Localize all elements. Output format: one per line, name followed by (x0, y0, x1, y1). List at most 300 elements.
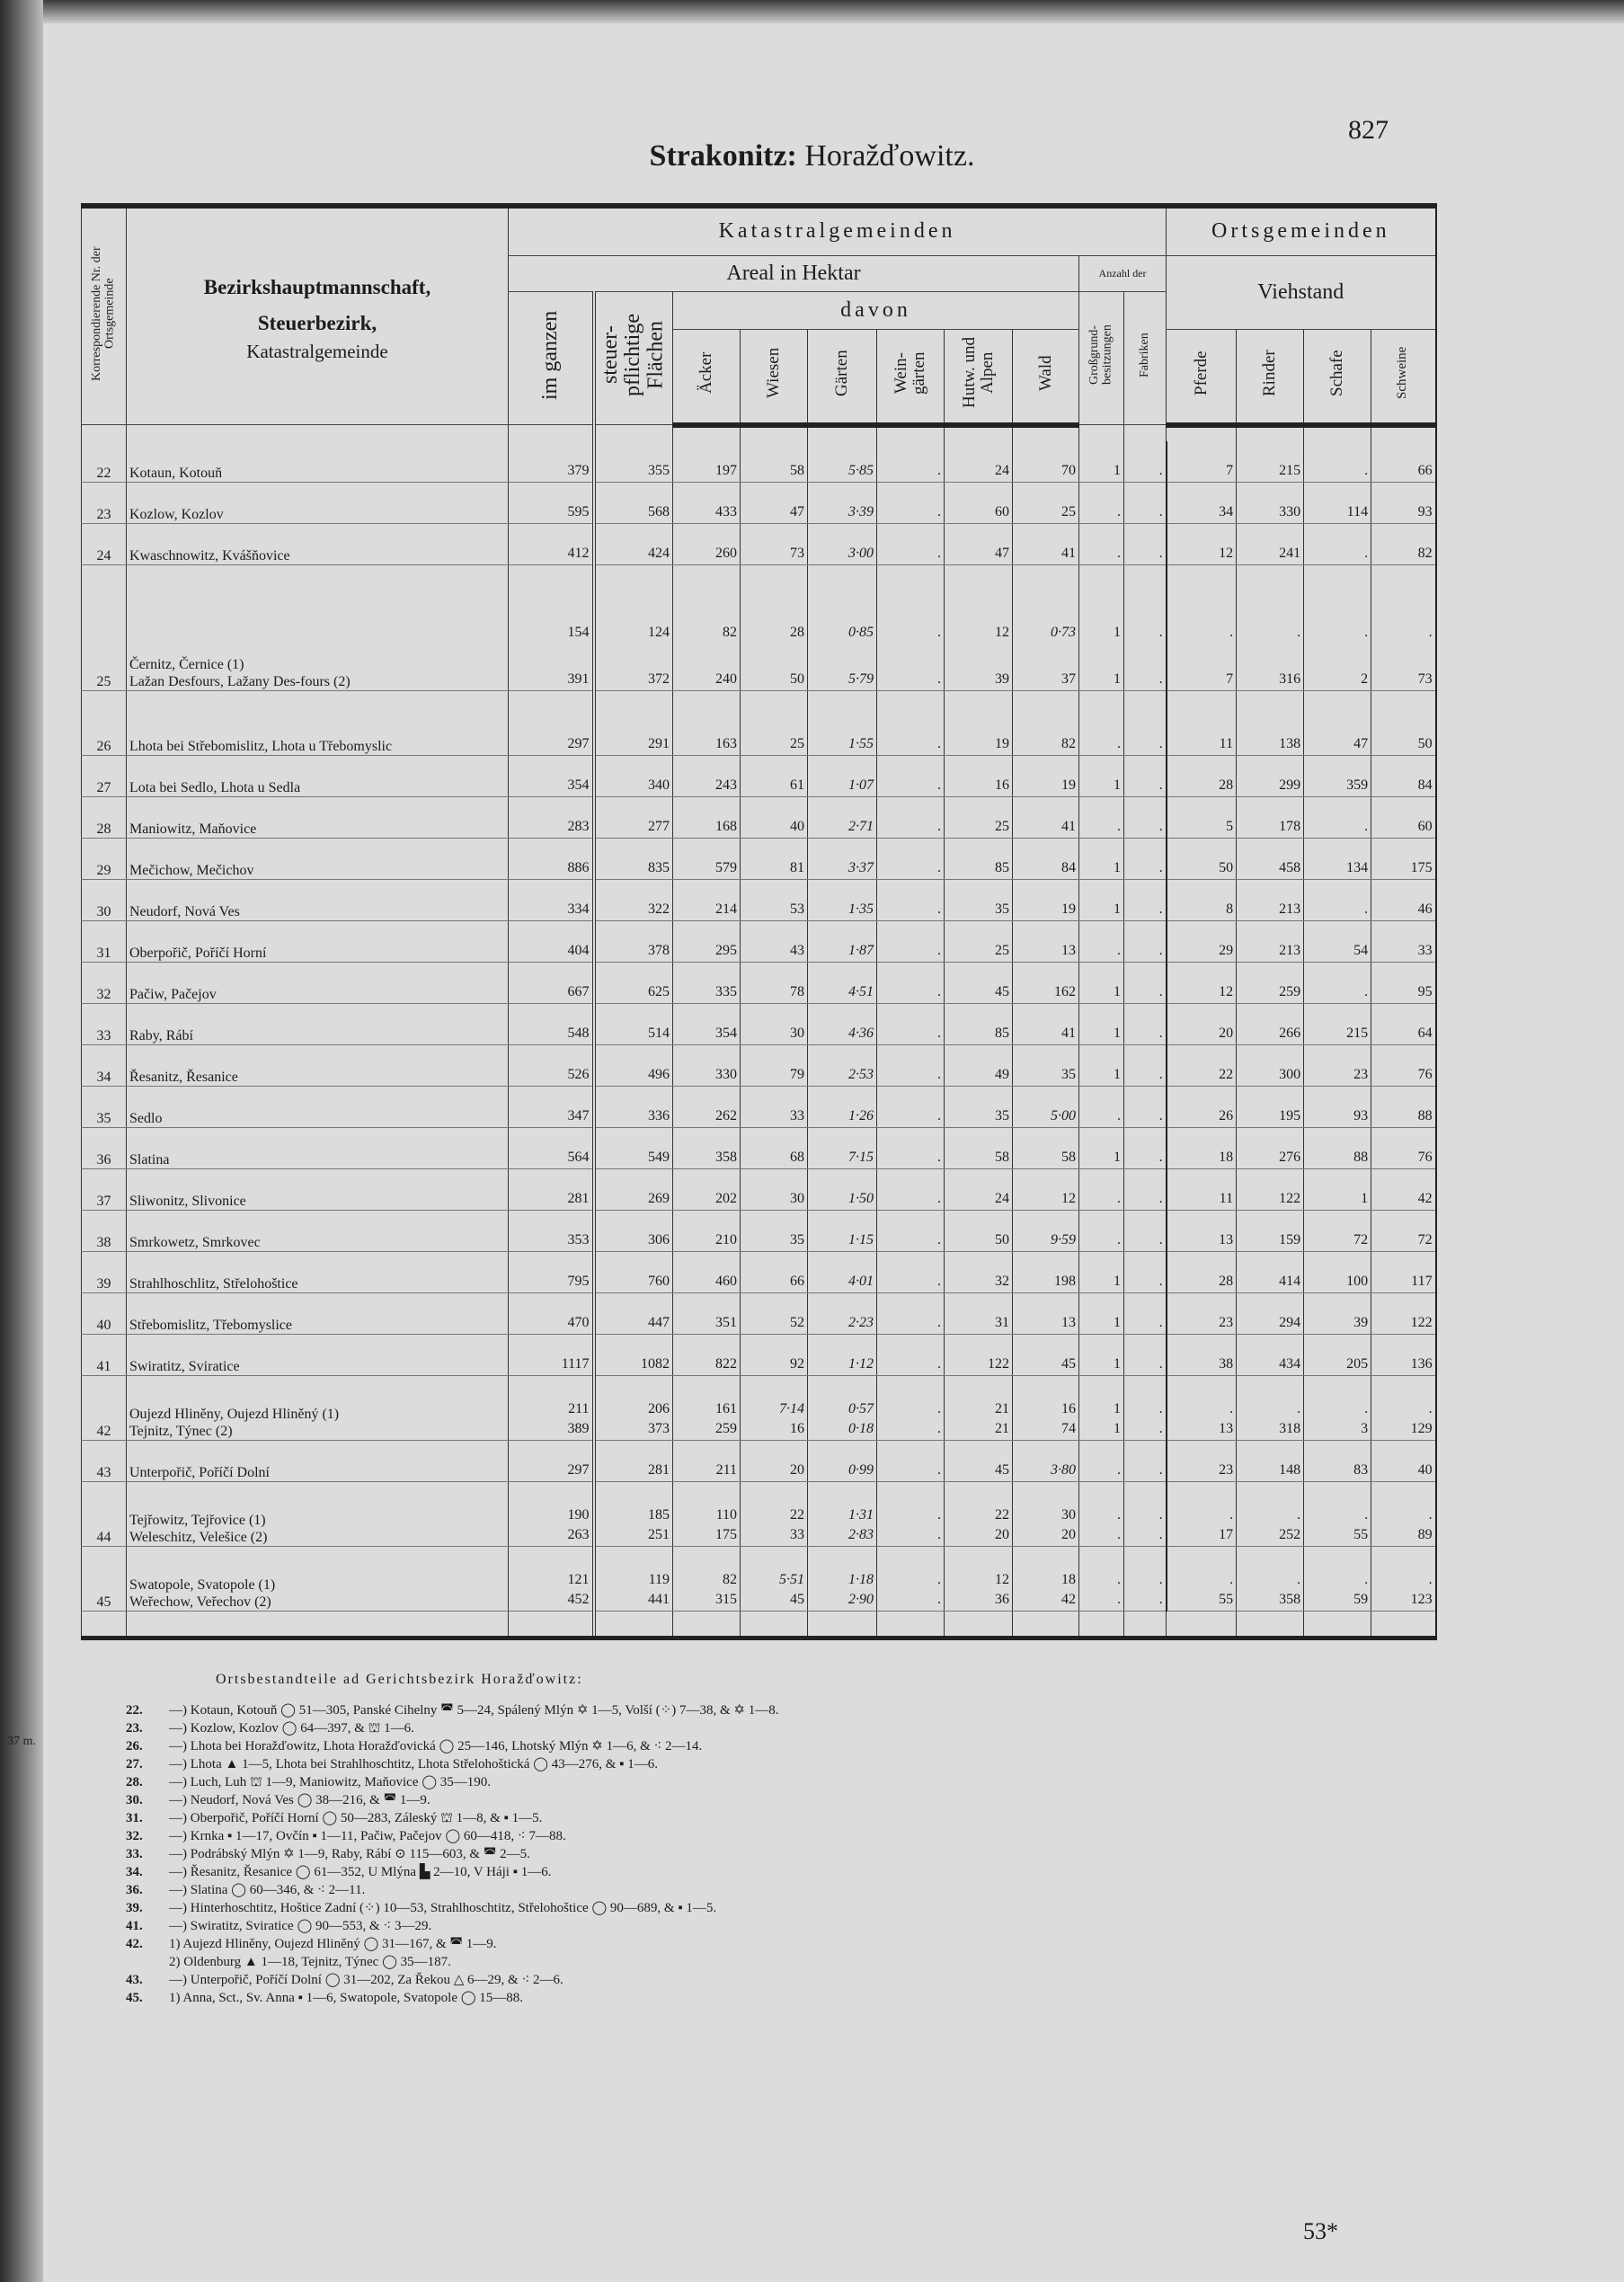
value: 19 (995, 735, 1009, 751)
value: 168 (715, 818, 737, 834)
value: . (937, 670, 941, 687)
value-cell (877, 1169, 945, 1211)
value: 82 (723, 1571, 737, 1587)
value: . (937, 1025, 941, 1041)
value-cell (1013, 1293, 1079, 1335)
value: . (937, 545, 941, 561)
value-cell (1167, 1547, 1237, 1612)
katastralgemeinde-name (127, 1169, 509, 1211)
name-line: Tejřowitz, Tejřovice (1) (129, 1513, 266, 1529)
value: 3·00 (848, 545, 874, 561)
value-cell (877, 1293, 945, 1335)
value: . (1158, 1591, 1163, 1607)
value: 11 (1219, 1190, 1234, 1206)
value-cell (594, 797, 673, 839)
value: . (1297, 1506, 1301, 1523)
value: . (1158, 1314, 1163, 1330)
value: 34 (1219, 503, 1234, 519)
value-cell (1167, 483, 1237, 524)
value: 0·73 (1051, 624, 1076, 640)
value-cell (808, 1045, 877, 1087)
value: 53 (790, 901, 804, 917)
value-cell (1304, 524, 1371, 565)
katastralgemeinde-name (127, 756, 509, 797)
value-cell (1079, 756, 1124, 797)
value-cell (594, 756, 673, 797)
footnote (126, 1827, 1435, 1845)
value: 276 (1279, 1149, 1301, 1165)
value: 30 (790, 1190, 804, 1206)
value-cell (1237, 797, 1304, 839)
value-cell (509, 1335, 594, 1376)
value-cell (1304, 1547, 1371, 1612)
katastralgemeinde-name (127, 441, 509, 483)
value: 13 (1061, 942, 1076, 958)
value: 251 (648, 1526, 670, 1542)
value: 185 (648, 1506, 670, 1523)
value: 283 (567, 818, 590, 834)
value-cell (1304, 963, 1371, 1004)
table-row (82, 441, 1436, 483)
footnote (126, 1935, 1435, 1953)
value-cell (1079, 483, 1124, 524)
value-cell (877, 565, 945, 691)
value-cell (877, 1335, 945, 1376)
value: 404 (567, 942, 590, 958)
value-cell (1079, 1045, 1124, 1087)
name-line: Tejnitz, Týnec (2) (129, 1423, 233, 1439)
value-cell (1304, 441, 1371, 483)
value: 18 (1219, 1149, 1234, 1165)
name-line: Unterpořič, Poříčí Dolní (129, 1464, 270, 1480)
value: 60 (1417, 818, 1433, 834)
value: 213 (1279, 901, 1301, 917)
value: 205 (1346, 1355, 1369, 1372)
value: 7·15 (848, 1149, 874, 1165)
value: 13 (1061, 1314, 1076, 1330)
value: 89 (1417, 1526, 1433, 1542)
katastralgemeinde-name (127, 1087, 509, 1128)
value-cell (1167, 1293, 1237, 1335)
value-cell (741, 963, 808, 1004)
value: 2·23 (848, 1314, 874, 1330)
name-line: Strahlhoschlitz, Střelohoštice (129, 1275, 298, 1292)
value: 35 (790, 1231, 804, 1248)
value-cell (673, 1045, 741, 1087)
value-cell (1079, 691, 1124, 756)
value-cell (1124, 839, 1167, 880)
table-row (82, 963, 1436, 1004)
value: 514 (648, 1025, 670, 1041)
value: . (937, 624, 941, 640)
footnote (126, 1701, 1435, 1719)
value: 281 (648, 1461, 670, 1478)
value: 25 (790, 735, 804, 751)
footnote-number: 27. (126, 1757, 143, 1771)
value-cell (945, 1376, 1013, 1441)
value: 358 (715, 1149, 737, 1165)
table-row (82, 1087, 1436, 1128)
value: 259 (715, 1420, 737, 1436)
value: 211 (715, 1461, 737, 1478)
katastralgemeinde-name (127, 1128, 509, 1169)
value-cell (1167, 441, 1237, 483)
value-cell (673, 1482, 741, 1547)
table-row (82, 1169, 1436, 1211)
name-line: Střebomislitz, Třebomyslice (129, 1317, 293, 1333)
value-cell (673, 1376, 741, 1441)
header-steuer: steuer-pflichtige Flächen (594, 291, 673, 425)
value-cell (1124, 1087, 1167, 1128)
value-cell (509, 1293, 594, 1335)
value-cell (673, 483, 741, 524)
table-row (82, 797, 1436, 839)
name-line: Lhota bei Střebomislitz, Lhota u Třebomyslic (129, 738, 393, 754)
footnote (126, 1989, 1435, 2007)
value: 42 (1061, 1591, 1076, 1607)
value: 1·12 (848, 1355, 874, 1372)
value-cell (741, 921, 808, 963)
value-cell (673, 1128, 741, 1169)
value: 835 (648, 859, 670, 875)
table-row (82, 921, 1436, 963)
value-cell (1371, 1335, 1436, 1376)
value: 1 (1361, 1190, 1369, 1206)
row-number: 29 (82, 839, 127, 880)
value: 1·07 (848, 777, 874, 793)
value: 29 (1219, 942, 1234, 958)
name-line: Slatina (129, 1151, 170, 1168)
value-cell (877, 1128, 945, 1169)
name-line: Sedlo (129, 1110, 163, 1126)
value: 433 (715, 503, 737, 519)
value: 47 (1353, 735, 1369, 751)
value: 32 (995, 1273, 1009, 1289)
value: 252 (1279, 1526, 1301, 1542)
value: 1 (1114, 1400, 1121, 1416)
table-row (82, 483, 1436, 524)
value-cell (741, 756, 808, 797)
value: . (1229, 624, 1234, 640)
footnote-text: —) Slatina ◯ 60—346, & ⁖ 2—11. (169, 1883, 366, 1897)
value: 1·26 (848, 1107, 874, 1123)
table-row (82, 691, 1436, 756)
value: . (1364, 462, 1369, 478)
value-cell (945, 880, 1013, 921)
row-number: 22 (82, 441, 127, 483)
value: . (937, 1149, 941, 1165)
value-cell (594, 921, 673, 963)
value-cell (1304, 797, 1371, 839)
value: 19 (1061, 777, 1076, 793)
value-cell (1371, 963, 1436, 1004)
value-cell (1013, 797, 1079, 839)
value-cell (1304, 921, 1371, 963)
value: . (1158, 670, 1163, 687)
value-cell (1013, 1087, 1079, 1128)
value: 8 (1226, 901, 1234, 917)
value-cell (1371, 839, 1436, 880)
table-row (82, 1211, 1436, 1252)
value-cell (945, 691, 1013, 756)
value: 300 (1279, 1066, 1301, 1082)
value-cell (1237, 691, 1304, 756)
value: 241 (1279, 545, 1301, 561)
value-cell (673, 839, 741, 880)
footnote-text: —) Neudorf, Nová Ves ◯ 38—216, & ◚ 1—9. (169, 1793, 430, 1807)
value: 122 (1279, 1190, 1301, 1206)
value: 240 (715, 670, 737, 687)
value: 441 (648, 1591, 670, 1607)
value: 83 (1353, 1461, 1369, 1478)
value: 297 (567, 1461, 590, 1478)
value-cell (877, 921, 945, 963)
row-number: 26 (82, 691, 127, 756)
value: . (937, 735, 941, 751)
value-cell (877, 1441, 945, 1482)
value: 73 (1417, 670, 1433, 687)
value: 124 (648, 624, 670, 640)
value-cell (877, 1547, 945, 1612)
header-aecker: Äcker (673, 329, 741, 425)
value-cell (808, 565, 877, 691)
value-cell (1167, 1252, 1237, 1293)
value-cell (808, 1293, 877, 1335)
row-number: 30 (82, 880, 127, 921)
value: 1 (1114, 1355, 1121, 1372)
value: . (937, 1066, 941, 1082)
footnotes-heading: Ortsbestandteile ad Gerichtsbezirk Horažďowitz: (216, 1672, 583, 1687)
value: . (1158, 1400, 1163, 1416)
value-cell (808, 1335, 877, 1376)
footnote-text: —) Swiratitz, Sviratice ◯ 90—553, & ⁖ 3—29. (169, 1919, 432, 1933)
katastralgemeinde-name (127, 565, 509, 691)
value-cell (808, 1252, 877, 1293)
value-cell (1167, 1087, 1237, 1128)
header-weingaerten: Wein-gärten (877, 329, 945, 425)
footnote-text: —) Řesanitz, Řesanice ◯ 61—352, U Mlýna ▙ 2—10, V Háji ▪ 1—6. (169, 1865, 552, 1879)
header-areal: Areal in Hektar (509, 255, 1079, 291)
footnote-text: —) Unterpořič, Poříčí Dolní ◯ 31—202, Za Řekou △ 6—29, & ⁖ 2—6. (169, 1973, 564, 1987)
value: . (1158, 1231, 1163, 1248)
value-cell (945, 839, 1013, 880)
value: 122 (1410, 1314, 1433, 1330)
value-cell (741, 691, 808, 756)
value-cell (1124, 1128, 1167, 1169)
footnote-number: 41. (126, 1919, 143, 1933)
value-cell (1079, 1482, 1124, 1547)
value: 24 (995, 1190, 1009, 1206)
value: 330 (1279, 503, 1301, 519)
table-row (82, 1547, 1436, 1612)
value: 61 (790, 777, 804, 793)
value-cell (1167, 1335, 1237, 1376)
value-cell (808, 1128, 877, 1169)
value: . (1229, 1506, 1234, 1523)
value: 414 (1279, 1273, 1301, 1289)
row-number: 45 (82, 1547, 127, 1612)
value: 353 (567, 1231, 590, 1248)
value-cell (877, 797, 945, 839)
value-cell (1167, 1004, 1237, 1045)
value-cell (673, 880, 741, 921)
value: 55 (1219, 1591, 1234, 1607)
value: . (937, 1571, 941, 1587)
value: . (1158, 1420, 1163, 1436)
value: 16 (1061, 1400, 1076, 1416)
footnote (126, 1845, 1435, 1863)
value-cell (594, 1376, 673, 1441)
value-cell (673, 963, 741, 1004)
row-number: 25 (82, 565, 127, 691)
row-number: 34 (82, 1045, 127, 1087)
value-cell (1013, 1128, 1079, 1169)
value: 36 (995, 1591, 1009, 1607)
value: . (1158, 462, 1163, 478)
footnote-number: 26. (126, 1739, 143, 1754)
value: 175 (715, 1526, 737, 1542)
value: 88 (1353, 1149, 1369, 1165)
value-cell (1124, 483, 1167, 524)
value: 12 (1219, 545, 1234, 561)
header-anzahl: Anzahl der (1079, 255, 1167, 291)
value-cell (1013, 524, 1079, 565)
value: 43 (790, 942, 804, 958)
value-cell (945, 1252, 1013, 1293)
value: 886 (567, 859, 590, 875)
value: 66 (790, 1273, 804, 1289)
value-cell (509, 1252, 594, 1293)
value: 0·18 (848, 1420, 874, 1436)
value-cell (1013, 1376, 1079, 1441)
value: 1·18 (848, 1571, 874, 1587)
value-cell (808, 483, 877, 524)
footnote (126, 1863, 1435, 1881)
value-cell (1079, 1293, 1124, 1335)
header-davon: davon (673, 291, 1079, 329)
name-line: Raby, Rábí (129, 1027, 193, 1043)
value: 117 (1411, 1273, 1433, 1289)
value-cell (1124, 756, 1167, 797)
value: . (1158, 735, 1163, 751)
katastralgemeinde-name (127, 921, 509, 963)
footnote-number: 43. (126, 1973, 143, 1987)
value: 159 (1279, 1231, 1301, 1248)
value-cell (1371, 1293, 1436, 1335)
value: 447 (648, 1314, 670, 1330)
value-cell (594, 1045, 673, 1087)
value: 12 (1219, 983, 1234, 999)
value-cell (1304, 1045, 1371, 1087)
value-cell (673, 756, 741, 797)
value-cell (741, 839, 808, 880)
row-number: 31 (82, 921, 127, 963)
value-cell (741, 1169, 808, 1211)
value: 9·59 (1051, 1231, 1076, 1248)
footnote (126, 1719, 1435, 1737)
value: 60 (995, 503, 1009, 519)
value-cell (741, 1547, 808, 1612)
value: . (1229, 1400, 1234, 1416)
value: . (1117, 1526, 1121, 1542)
value-cell (1124, 1045, 1167, 1087)
katastralgemeinde-name (127, 1252, 509, 1293)
value: . (1428, 1571, 1433, 1587)
value: . (937, 818, 941, 834)
value-cell (1167, 921, 1237, 963)
row-number: 40 (82, 1293, 127, 1335)
value: 391 (567, 670, 590, 687)
value-cell (509, 1376, 594, 1441)
footnote (126, 1755, 1435, 1773)
katastralgemeinde-name (127, 797, 509, 839)
value: 0·99 (848, 1461, 874, 1478)
value: 22 (790, 1506, 804, 1523)
value-cell (594, 1547, 673, 1612)
value: 795 (567, 1273, 590, 1289)
value-cell (1167, 1211, 1237, 1252)
value: 13 (1219, 1231, 1234, 1248)
value: 190 (567, 1506, 590, 1523)
value: . (1158, 1025, 1163, 1041)
value-cell (594, 441, 673, 483)
value: . (1364, 1506, 1369, 1523)
value: . (1117, 818, 1121, 834)
value: . (1117, 735, 1121, 751)
value-cell (1371, 1087, 1436, 1128)
value: 58 (790, 462, 804, 478)
footnote-text: —) Kotaun, Kotouň ◯ 51—305, Panské Cihelny ◚ 5—24, Spálený Mlýn ✡ 1—5, Volší (⁘) 7—38, & ✡ 1—8. (169, 1703, 779, 1718)
value-cell (1124, 1293, 1167, 1335)
value: 81 (790, 859, 804, 875)
footnote (126, 1881, 1435, 1899)
value: . (1297, 624, 1301, 640)
value: 470 (567, 1314, 590, 1330)
value: 21 (995, 1420, 1009, 1436)
value: 336 (648, 1107, 670, 1123)
value: 351 (715, 1314, 737, 1330)
value-cell (509, 1169, 594, 1211)
value: 458 (1279, 859, 1301, 875)
value-cell (1371, 921, 1436, 963)
footnote-number: 31. (126, 1811, 143, 1825)
value-cell (1237, 756, 1304, 797)
value: 294 (1279, 1314, 1301, 1330)
footnote (126, 1971, 1435, 1989)
value-cell (673, 441, 741, 483)
value: 243 (715, 777, 737, 793)
value-cell (594, 565, 673, 691)
value: 5 (1226, 818, 1234, 834)
value: 121 (567, 1571, 590, 1587)
value: . (1364, 1571, 1369, 1587)
row-number: 23 (82, 483, 127, 524)
value-cell (509, 1087, 594, 1128)
value-cell (808, 880, 877, 921)
value-cell (1304, 1441, 1371, 1482)
value-cell (877, 1252, 945, 1293)
value-cell (808, 756, 877, 797)
value: . (937, 777, 941, 793)
value: . (937, 1231, 941, 1248)
value-cell (1013, 1441, 1079, 1482)
value-cell (1304, 691, 1371, 756)
value-cell (877, 963, 945, 1004)
value-cell (1304, 565, 1371, 691)
value: 64 (1417, 1025, 1433, 1041)
name-line: Maniowitz, Maňovice (129, 821, 257, 837)
value-cell (1124, 1169, 1167, 1211)
